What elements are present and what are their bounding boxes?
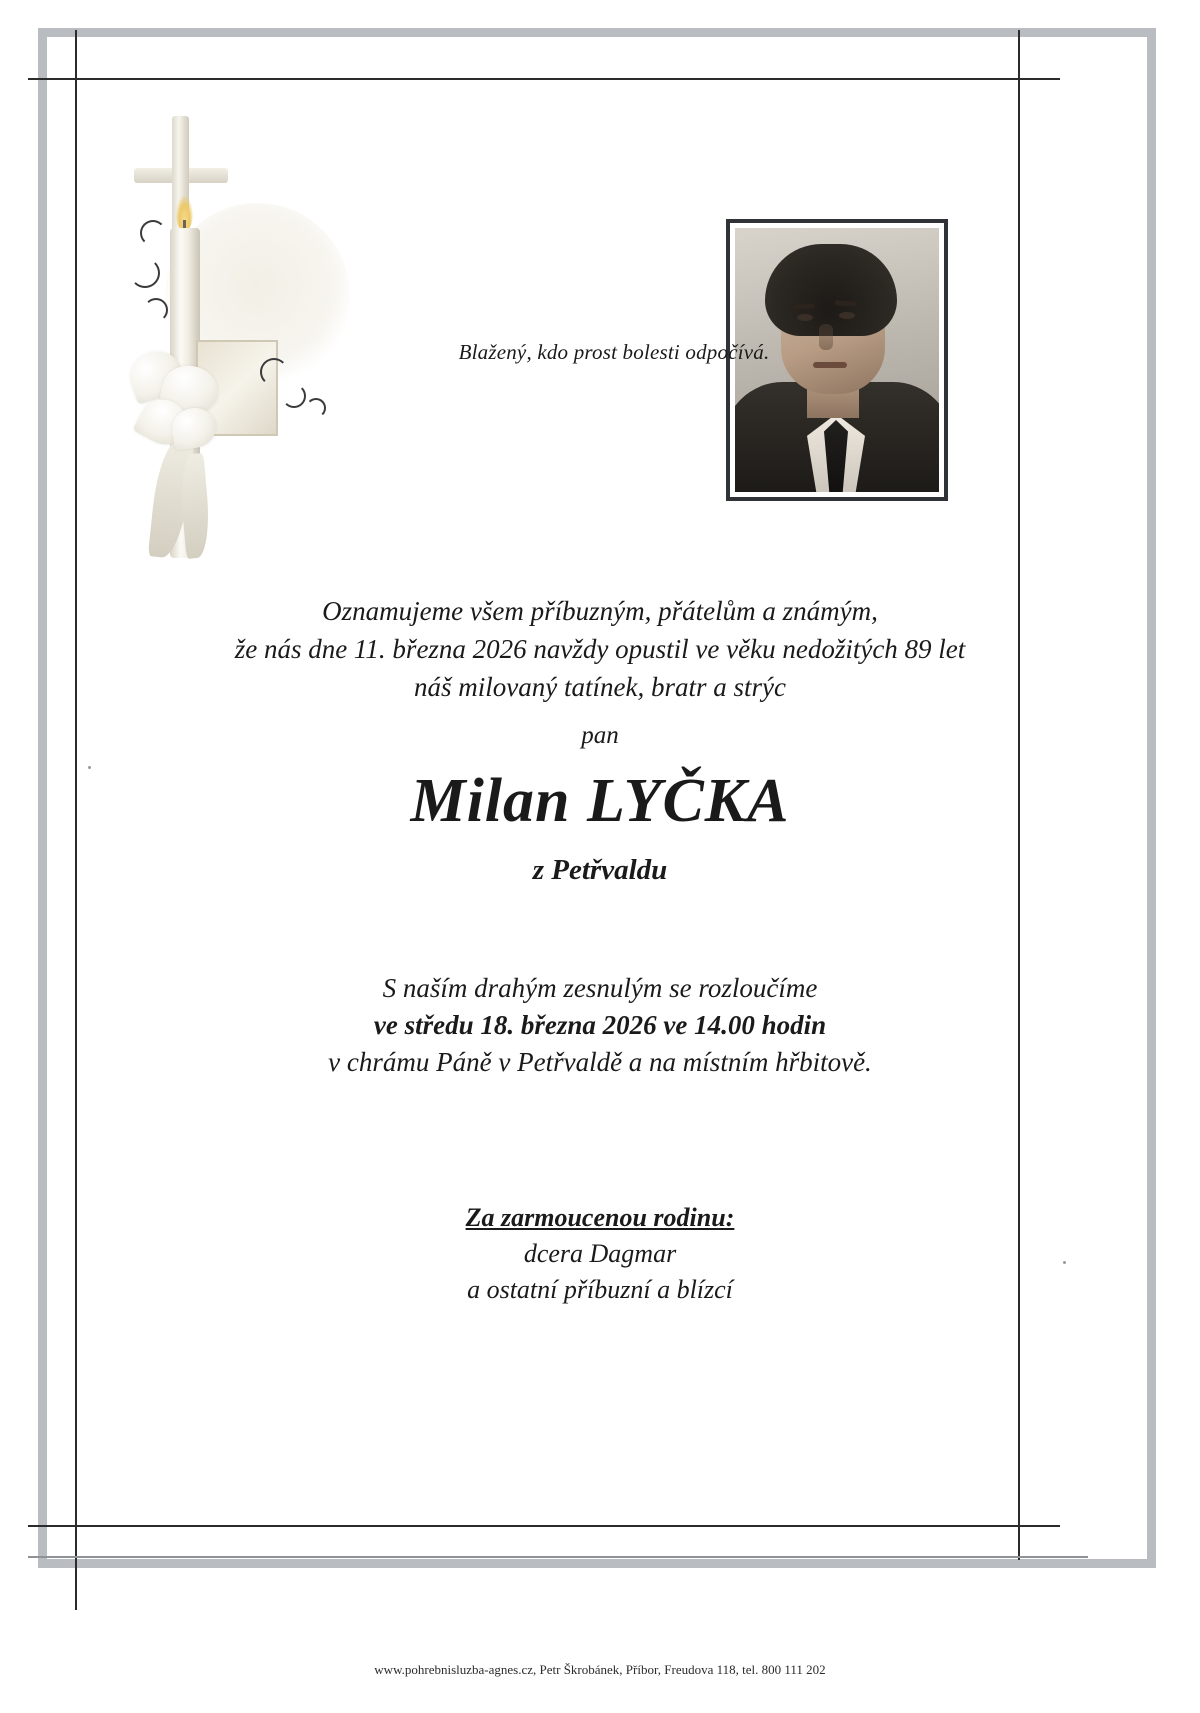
announcement-block [0, 592, 1200, 706]
frame-rule-bottom [28, 1525, 1060, 1527]
footer-imprint: www.pohrebnisluzba-agnes.cz, Petr Škrobánek, Příbor, Freudova 118, tel. 800 111 202 [374, 1662, 826, 1677]
ornament-swirl-icon [282, 384, 306, 408]
farewell-block [0, 970, 1200, 1081]
family-line-1: dcera Dagmar [523, 1239, 677, 1268]
family-line-2: a ostatní příbuzní a blízcí [467, 1275, 733, 1304]
deceased-name: Milan LYČKA [410, 767, 790, 835]
ornament-swirl-icon [144, 298, 168, 322]
honorific-text: pan [581, 722, 619, 749]
frame-rule-bottom-secondary [28, 1556, 1088, 1558]
portrait-eye [797, 314, 813, 321]
portrait-eye [839, 312, 855, 319]
farewell-line-1: S naším drahým zesnulým se rozloučíme [382, 973, 818, 1003]
farewell-line-3: v chrámu Páně v Petřvaldě a na místním hřbitově. [328, 1047, 872, 1077]
farewell-line-2: ve středu 18. března 2026 ve 14.00 hodin [373, 1010, 827, 1040]
announcement-line-3: náš milovaný tatínek, bratr a strýc [414, 672, 786, 702]
portrait-eyebrow [835, 300, 857, 306]
frame-rule-top [28, 78, 1060, 80]
scan-speck [1063, 1261, 1066, 1264]
announcement-line-1: Oznamujeme všem příbuzným, přátelům a známým, [322, 596, 878, 626]
announcement-line-2: že nás dne 11. března 2026 navždy opustil ve věku nedožitých 89 let [234, 634, 966, 664]
portrait-hair [765, 244, 897, 336]
motto-text: Blažený, kdo prost bolesti odpočívá. [458, 340, 770, 364]
origin-text: z Petřvaldu [532, 854, 668, 886]
family-header: Za zarmoucenou rodinu: [465, 1203, 735, 1232]
ornament-swirl-icon [130, 258, 160, 288]
ornament-swirl-icon [140, 220, 166, 246]
scan-speck [88, 766, 91, 769]
ornament-swirl-icon [306, 398, 326, 418]
family-block [0, 1200, 1200, 1308]
